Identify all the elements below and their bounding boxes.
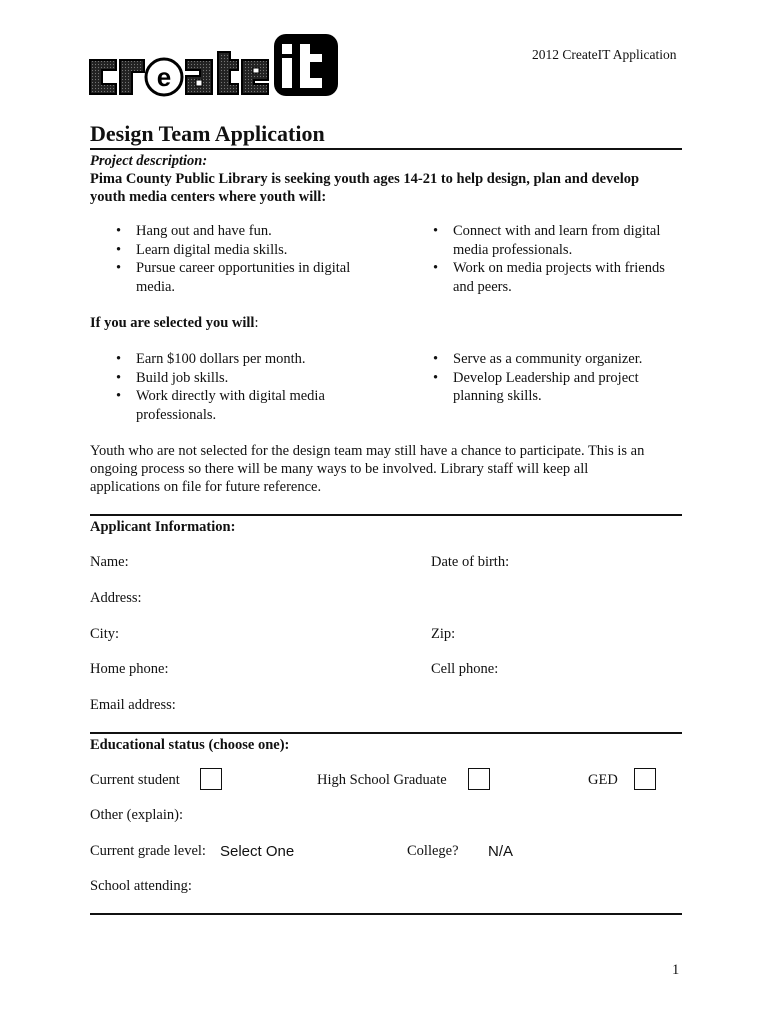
bullet-icon: •	[433, 351, 439, 367]
selected-bullets-left	[112, 350, 325, 424]
project-description-label: Project description:	[90, 153, 208, 169]
education-divider	[90, 732, 682, 734]
bullet-icon: •	[433, 223, 439, 239]
education-heading: Educational status (choose one):	[90, 737, 290, 753]
bullet-icon: •	[116, 388, 122, 404]
list-item: • Develop Leadership and project planning skills.	[433, 369, 639, 404]
bullet-icon: •	[116, 260, 122, 276]
createit-logo	[88, 30, 343, 100]
current-student-checkbox[interactable]	[200, 768, 222, 790]
note-line-3: applications on file for future reference.	[90, 479, 322, 495]
zip-field[interactable]: Zip:	[431, 626, 456, 642]
list-item: • Work on media projects with friends and peers.	[433, 260, 665, 295]
date-of-birth-field[interactable]: Date of birth:	[431, 554, 510, 570]
list-item: • Hang out and have fun.	[116, 223, 272, 239]
title-divider	[90, 148, 682, 150]
bullet-icon: •	[116, 223, 122, 239]
other-explain-field[interactable]: Other (explain):	[90, 807, 184, 823]
applicant-heading: Applicant Information:	[90, 519, 236, 535]
applicant-divider	[90, 514, 682, 516]
home-phone-field[interactable]: Home phone:	[90, 661, 169, 677]
ged-checkbox[interactable]	[634, 768, 656, 790]
application-year: 2012 CreateIT Application	[532, 47, 677, 62]
selected-bullets-right	[429, 350, 642, 406]
bullet-icon: •	[116, 369, 122, 386]
svg-text:e: e	[156, 62, 172, 92]
cell-phone-field[interactable]: Cell phone:	[431, 661, 499, 677]
bullet-icon: •	[116, 241, 122, 258]
note-line-2: ongoing process so there will be many ways to be involved. Library staff will keep all	[90, 461, 589, 477]
list-item: • Serve as a community organizer.	[433, 351, 643, 367]
list-item: • Pursue career opportunities in digital media.	[116, 260, 351, 295]
college-label: College?	[407, 843, 459, 859]
email-field[interactable]: Email address:	[90, 697, 176, 713]
list-item: • Earn $100 dollars per month.	[116, 351, 306, 367]
name-field[interactable]: Name:	[90, 554, 129, 570]
high-school-graduate-checkbox[interactable]	[468, 768, 490, 790]
ged-label: GED	[588, 772, 618, 788]
selected-heading: If you are selected you will:	[90, 315, 259, 331]
page-number: 1	[672, 962, 680, 978]
project-bullets-left	[112, 222, 350, 296]
bullet-icon: •	[116, 351, 122, 367]
note-line-1: Youth who are not selected for the design team may still have a chance to participate. This is an	[90, 443, 645, 459]
grade-level-label: Current grade level:	[90, 843, 206, 859]
grade-level-select[interactable]: Select One	[220, 843, 295, 860]
bullet-icon: •	[433, 369, 439, 386]
project-description-line-1: Pima County Public Library is seeking youth ages 14-21 to help design, plan and develop	[90, 171, 640, 187]
project-bullets-right	[429, 222, 665, 296]
project-description-line-2: youth media centers where youth will:	[90, 189, 327, 205]
current-student-label: Current student	[90, 772, 180, 788]
college-select[interactable]: N/A	[488, 843, 514, 860]
school-attending-field[interactable]: School attending:	[90, 878, 192, 894]
high-school-graduate-label: High School Graduate	[317, 772, 447, 788]
address-field[interactable]: Address:	[90, 590, 142, 606]
page-title: Design Team Application	[90, 121, 325, 146]
list-item: • Work directly with digital media professionals.	[116, 388, 325, 423]
list-item: • Learn digital media skills.	[116, 241, 288, 258]
city-field[interactable]: City:	[90, 626, 120, 642]
bullet-icon: •	[433, 260, 439, 276]
list-item: • Build job skills.	[116, 369, 229, 386]
list-item: • Connect with and learn from digital media professionals.	[433, 223, 661, 258]
bottom-divider	[90, 913, 682, 915]
